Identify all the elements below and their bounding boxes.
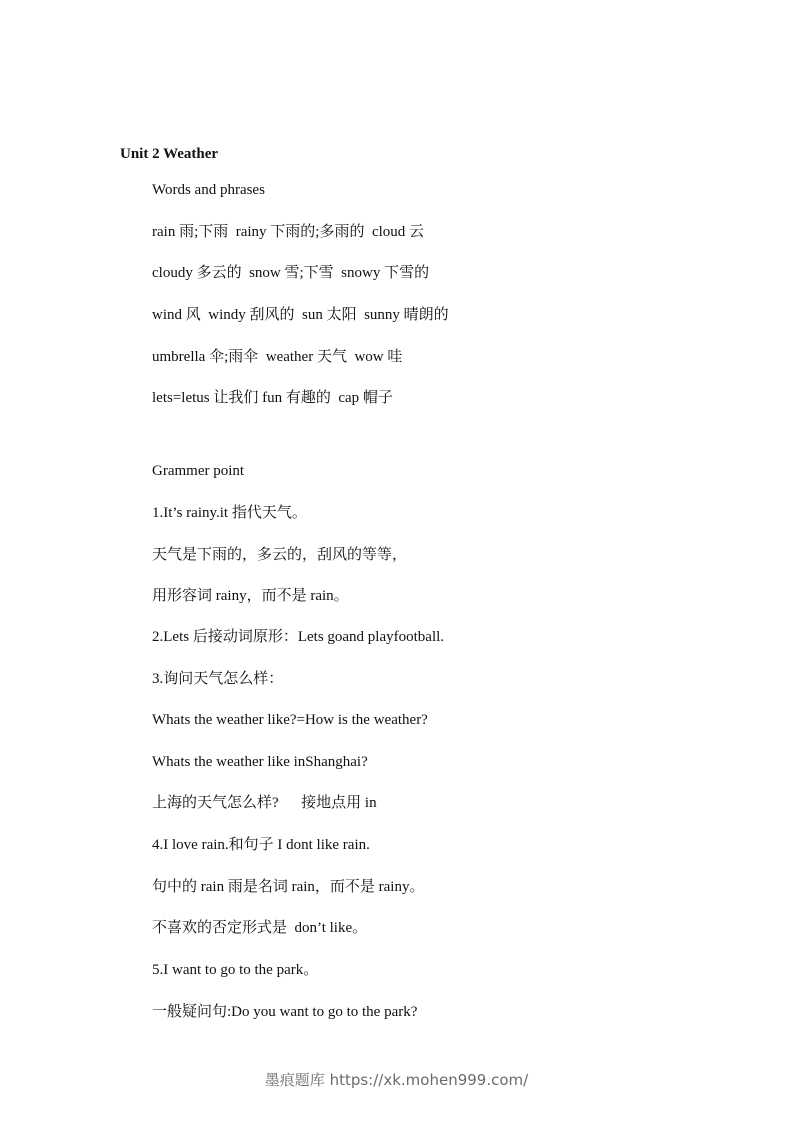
grammar-line: 用形容词 rainy，而不是 rain。 (152, 588, 349, 604)
grammar-line: 2.Lets 后接动词原形：Lets goand playfootball. (152, 629, 445, 645)
grammar-line: 一般疑问句:Do you want to go to the park? (152, 1004, 418, 1020)
grammar-line: 上海的天气怎么样? 接地点用 in (152, 795, 377, 811)
grammar-line: Whats the weather like inShanghai? (152, 754, 368, 770)
grammar-line: 不喜欢的否定形式是 don’t like。 (152, 920, 368, 936)
vocab-line: umbrella 伞;雨伞 weather 天气 wow 哇 (152, 349, 403, 365)
vocab-line: wind 风 windy 刮风的 sun 太阳 sunny 晴朗的 (152, 307, 449, 323)
grammar-line: 句中的 rain 雨是名词 rain，而不是 rainy。 (152, 879, 425, 895)
grammar-line: Whats the weather like?=How is the weather? (152, 712, 428, 728)
words-heading: Words and phrases (152, 182, 265, 198)
grammar-heading: Grammer point (152, 463, 245, 479)
grammar-line: 1.It’s rainy.it 指代天气。 (152, 505, 307, 521)
grammar-line: 5.I want to go to the park。 (152, 962, 319, 978)
vocab-line: rain 雨;下雨 rainy 下雨的;多雨的 cloud 云 (152, 224, 425, 240)
footer-watermark: 墨痕题库 https://xk.mohen999.com/ (264, 1071, 529, 1089)
grammar-line: 4.I love rain.和句子 I dont like rain. (152, 837, 370, 853)
grammar-line: 天气是下雨的，多云的，刮风的等等， (152, 547, 408, 563)
vocab-line: cloudy 多云的 snow 雪;下雪 snowy 下雪的 (152, 265, 430, 281)
vocab-line: lets=letus 让我们 fun 有趣的 cap 帽子 (152, 390, 393, 406)
document-title: Unit 2 Weather (120, 146, 219, 162)
grammar-line: 3.询问天气怎么样： (152, 671, 284, 687)
